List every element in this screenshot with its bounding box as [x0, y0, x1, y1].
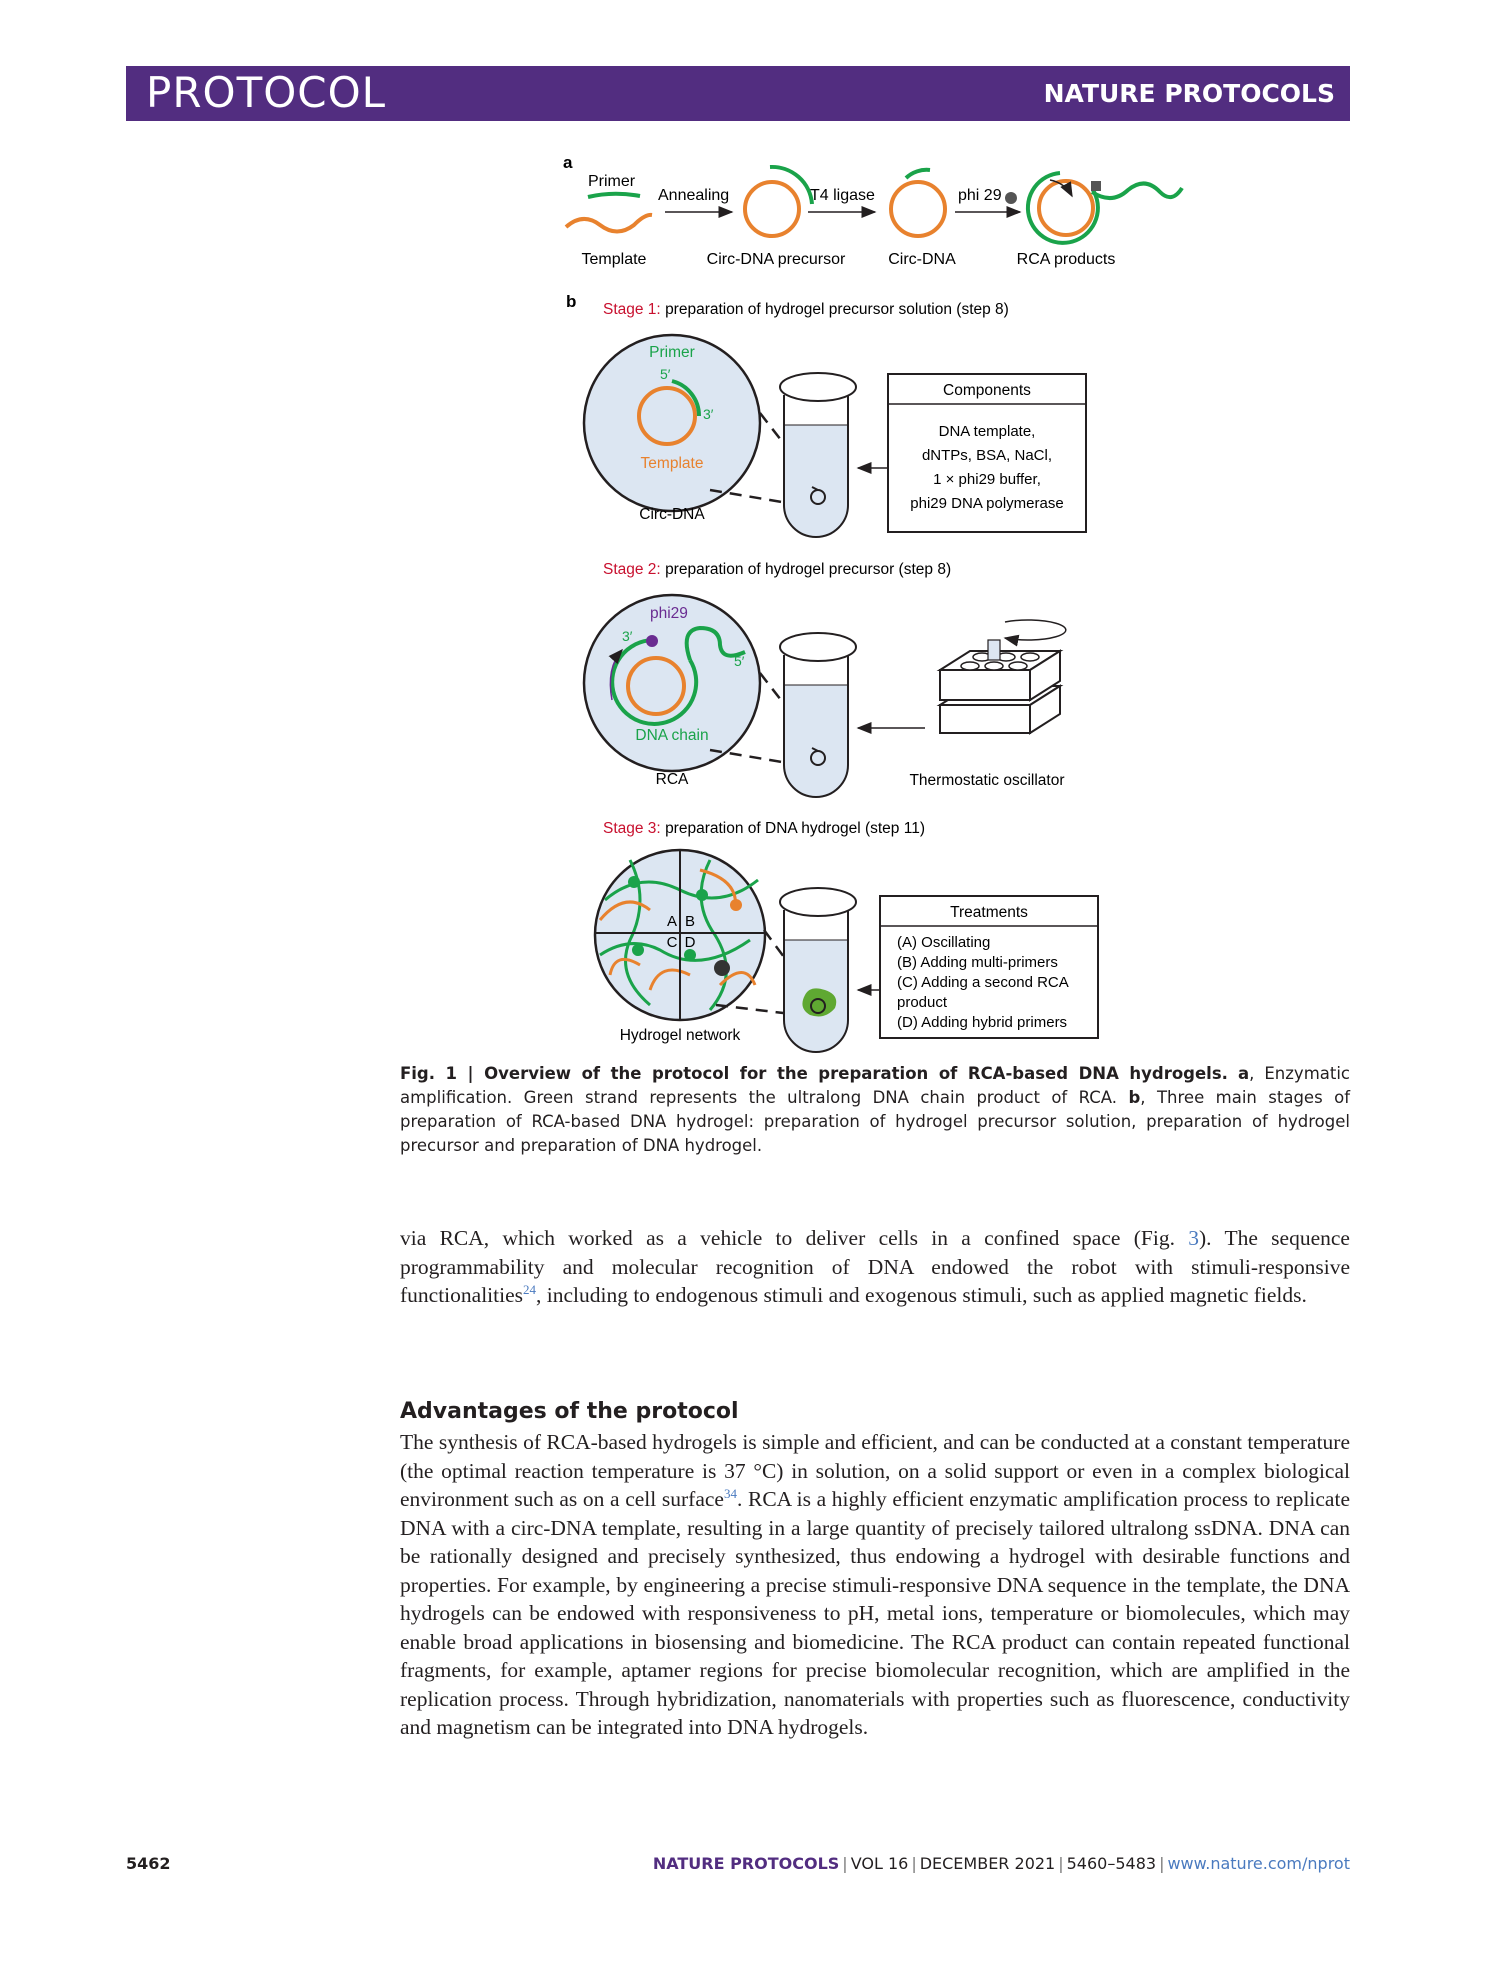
caption-lead: Fig. 1 | Overview of the protocol for the preparation of RCA-based DNA hydrogels.: [400, 1064, 1228, 1083]
figure-caption: [400, 1062, 1350, 1158]
treatment-line: product: [897, 994, 948, 1011]
rca-polymerase: [1091, 181, 1101, 191]
circ-precursor-label: Circ-DNA precursor: [706, 251, 846, 268]
component-line: phi29 DNA polymerase: [910, 495, 1064, 512]
primer-strand: [588, 194, 640, 197]
rca-products-label: RCA products: [1016, 251, 1116, 268]
treatment-line: (D) Adding hybrid primers: [897, 1014, 1068, 1031]
annealing-label: Annealing: [658, 187, 730, 204]
stage2-polymerase: [646, 635, 658, 647]
phi29-dot: [1005, 192, 1017, 204]
stage2-phi29-label: phi29: [650, 605, 688, 622]
journal-name: NATURE PROTOCOLS: [1043, 79, 1335, 108]
rca-product-tail: [1092, 183, 1182, 198]
stage2-rca-label: RCA: [655, 771, 689, 788]
quadrant-c-label: C: [666, 934, 678, 951]
stage2-tube: [780, 633, 856, 797]
circ-dna-circle: [891, 182, 945, 236]
oscillator-label: Thermostatic oscillator: [909, 772, 1065, 789]
stage1-zoom-circle: [584, 335, 760, 511]
treatments-title: Treatments: [950, 904, 1028, 921]
stage2-five-prime: 5′: [734, 653, 745, 669]
component-line: dNTPs, BSA, NaCl,: [921, 447, 1053, 464]
precursor-primer-arc: [770, 167, 812, 204]
quadrant-d-label: D: [684, 934, 696, 951]
panel-a-label: a: [563, 153, 573, 172]
component-line: 1 × phi29 buffer,: [933, 471, 1041, 488]
para1-text: via RCA, which worked as a vehicle to deliver cells in a confined space (Fig.: [400, 1226, 1189, 1250]
section-heading: Advantages of the protocol: [400, 1399, 739, 1424]
hydrogel-network-circle: [595, 850, 765, 1020]
stage1-primer-label: Primer: [649, 344, 695, 361]
rca-template-circle: [1039, 181, 1093, 235]
footer-volume: VOL 16: [850, 1854, 909, 1873]
stage1-template-label: Template: [640, 455, 704, 472]
template-strand: [566, 215, 652, 232]
fig-3-link[interactable]: 3: [1188, 1226, 1199, 1250]
treatment-line: (B) Adding multi-primers: [897, 954, 1058, 971]
caption-b-text: , Three main stages of preparation of RCA-based DNA hydrogel: preparation of hydrogel precursor solution, preparation of hydrogel precursor and preparation of DNA hydrogel.: [400, 1088, 1350, 1155]
component-line: DNA template,: [938, 423, 1036, 440]
treatment-line: (A) Oscillating: [897, 934, 991, 951]
stage2-heading: Stage 2: preparation of hydrogel precursor (step 8): [603, 561, 952, 578]
para2-text: . RCA is a highly efficient enzymatic amplification process to replicate DNA with a circ-DNA template, resulting in a large quantity of precisely tailored ultralong ssDNA. DNA can be rationally designed and precisely synthesized, thus endowing a hydrogel with desirable functions and properties. For example, by engineering a precise stimuli-responsive DNA sequence in the template, the DNA hydrogels can be endowed with responsiveness to pH, metal ions, temperature or biomolecules, which may enable broad applications in biosensing and biomedicine. The RCA product can contain repeated functional fragments, for example, aptamer regions for precise biomolecular recognition, which are amplified in the replication process. Through hybridization, nanomaterials with properties such as fluorescence, conductivity and magnetism can be integrated into DNA hydrogels.: [400, 1487, 1350, 1739]
stage2-three-prime: 3′: [622, 628, 633, 644]
panel-b-label: b: [566, 292, 577, 311]
components-title: Components: [943, 382, 1031, 399]
stage1-heading: Stage 1: preparation of hydrogel precursor solution (step 8): [603, 301, 1009, 318]
para1-text: , including to endogenous stimuli and exogenous stimuli, such as applied magnetic fields.: [536, 1283, 1307, 1307]
circ-dna-primer: [906, 170, 930, 178]
t4-ligase-label: T4 ligase: [810, 187, 875, 204]
quadrant-a-label: A: [666, 913, 678, 930]
page-number: 5462: [126, 1854, 171, 1873]
stage2-chain-label: DNA chain: [635, 727, 709, 744]
primer-label: Primer: [588, 173, 636, 190]
para1-text: ). The sequence programmability and molecular recognition of DNA endowed the robot with stimuli-responsive functionalities: [400, 1226, 1350, 1307]
caption-b-label: b: [1128, 1088, 1141, 1107]
treatment-line: (C) Adding a second RCA: [897, 974, 1069, 991]
reference-24-link[interactable]: 24: [523, 1281, 536, 1297]
paragraph-rca-robot: [400, 1224, 1350, 1310]
template-label: Template: [581, 251, 647, 268]
circ-dna-label: Circ-DNA: [888, 251, 956, 268]
footer-date: DECEMBER 2021: [919, 1854, 1056, 1873]
stage1-three-prime: 3′: [703, 406, 714, 422]
stage1-five-prime: 5′: [660, 366, 671, 382]
thermostatic-oscillator: [940, 620, 1066, 733]
phi29-label-a: phi 29: [958, 187, 1002, 204]
caption-a-label: a: [1237, 1064, 1250, 1083]
footer-citation: NATURE PROTOCOLS | VOL 16 | DECEMBER 2021 | 5460–5483 | www.nature.com/nprot: [652, 1854, 1350, 1873]
stage3-heading: Stage 3: preparation of DNA hydrogel (step 11): [603, 820, 925, 837]
circ-precursor-circle: [745, 182, 799, 236]
reference-34-link[interactable]: 34: [723, 1485, 737, 1501]
caption-a-text: , Enzymatic amplification. Green strand represents the ultralong DNA chain product of RCA.: [400, 1064, 1351, 1107]
footer-journal: NATURE PROTOCOLS: [652, 1854, 840, 1873]
article-type: PROTOCOL: [146, 68, 387, 117]
footer-pages: 5460–5483: [1066, 1854, 1157, 1873]
stage1-circ-label: Circ-DNA: [639, 506, 705, 523]
quadrant-b-label: B: [684, 913, 696, 930]
footer-url-link[interactable]: www.nature.com/nprot: [1167, 1854, 1350, 1873]
stage1-tube: [780, 373, 856, 537]
stage3-tube: [780, 888, 856, 1052]
paragraph-advantages: [400, 1428, 1350, 1742]
hydrogel-network-label: Hydrogel network: [619, 1027, 741, 1044]
para2-text: The synthesis of RCA-based hydrogels is simple and efficient, and can be conducted at a constant temperature (the optimal reaction temperature is 37 °C) in solution, on a solid support or even in a complex biological environment such as on a cell surface: [400, 1430, 1350, 1511]
